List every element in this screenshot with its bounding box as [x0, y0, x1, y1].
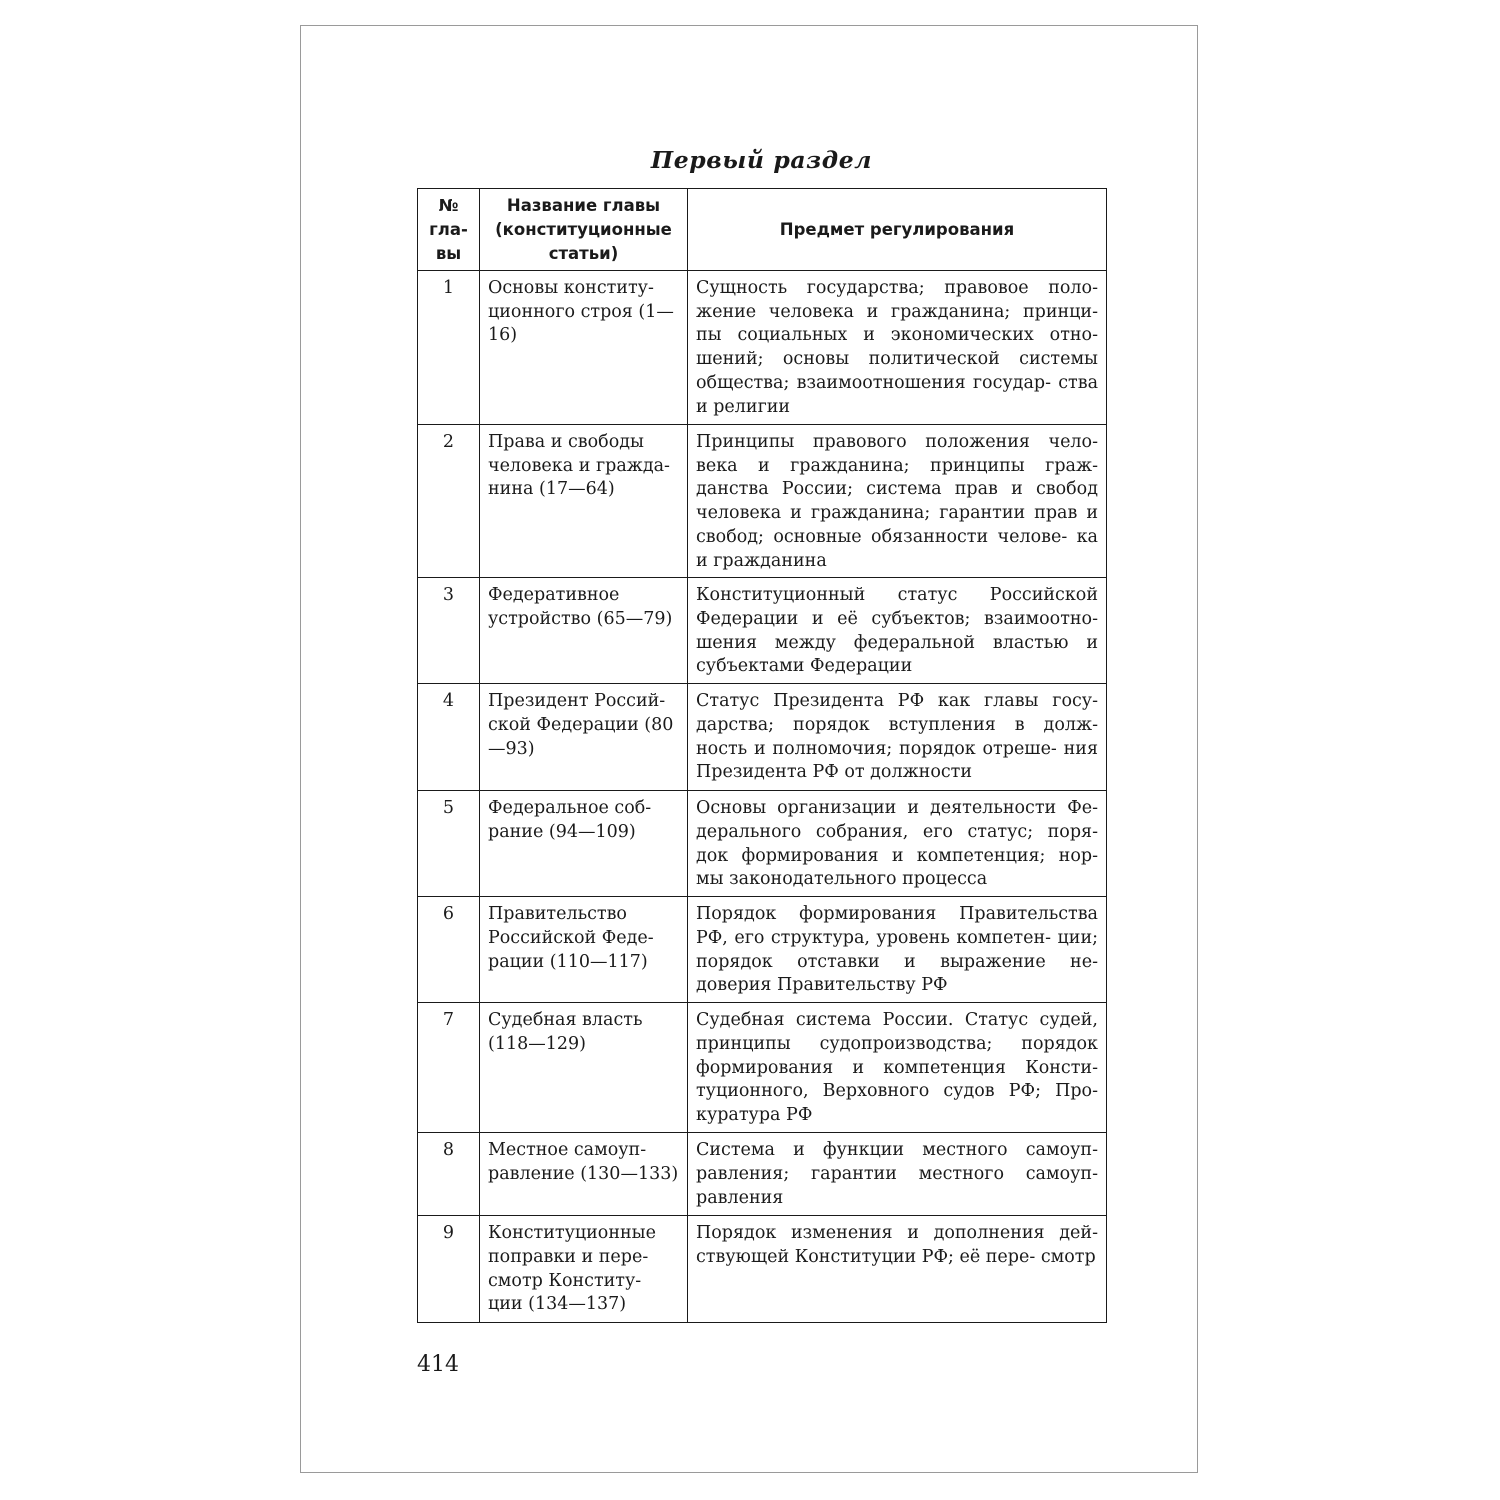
chapter-name: Судебная власть (118—129): [480, 1003, 688, 1133]
header-row: [418, 189, 1107, 271]
table-row: [418, 684, 1107, 791]
table-row: [418, 271, 1107, 425]
chapter-subject: Принципы правового положения чело- века и гражданина; принципы граж- данства России; система прав и свобод человека и гражданина; гарантии прав и свобод; основные обязанности челове- ка и гражданина: [688, 425, 1107, 578]
chapter-subject: Порядок изменения и дополнения дей- ствующей Конституции РФ; её пере- смотр: [688, 1216, 1107, 1323]
section-title: Первый раздел: [650, 146, 873, 174]
chapter-subject: Основы организации и деятельности Фе- дерального собрания, его статус; поря- док формирования и компетенция; нор- мы законодательного процесса: [688, 791, 1107, 897]
chapter-subject: Судебная система России. Статус судей, принципы судопроизводства; порядок формирования и компетенция Консти- туционного, Верховного судов РФ; Про- куратура РФ: [688, 1003, 1107, 1133]
chapter-number: 4: [418, 684, 480, 791]
header-chapter-name: Название главы (конституционные статьи): [480, 189, 688, 271]
chapter-number: 6: [418, 897, 480, 1003]
table-row: [418, 425, 1107, 578]
chapter-number: 9: [418, 1216, 480, 1323]
chapter-subject: Конституционный статус Российской Федерации и её субъектов; взаимоотно- шения между федеральной властью и субъектами Федерации: [688, 578, 1107, 684]
chapter-name: Правительство Российской Феде- рации (110—117): [480, 897, 688, 1003]
chapter-name: Федеративное устройство (65—79): [480, 578, 688, 684]
chapter-name: Права и свободы человека и гражда- нина (17—64): [480, 425, 688, 578]
chapter-number: 8: [418, 1133, 480, 1216]
header-chapter-number: № гла- вы: [418, 189, 480, 271]
table-row: [418, 1003, 1107, 1133]
chapter-subject: Система и функции местного самоуп- равления; гарантии местного самоуп- равления: [688, 1133, 1107, 1216]
chapter-number: 3: [418, 578, 480, 684]
chapters-table: [417, 188, 1107, 1323]
header-subject: Предмет регулирования: [688, 189, 1107, 271]
chapter-subject: Порядок формирования Правительства РФ, его структура, уровень компетен- ции; порядок отставки и выражение не- доверия Правительству РФ: [688, 897, 1107, 1003]
chapter-name: Местное самоуп- равление (130—133): [480, 1133, 688, 1216]
page-number: 414: [417, 1352, 459, 1377]
table-row: [418, 1133, 1107, 1216]
chapter-number: 7: [418, 1003, 480, 1133]
chapter-number: 2: [418, 425, 480, 578]
chapter-number: 5: [418, 791, 480, 897]
chapter-subject: Сущность государства; правовое поло- жение человека и гражданина; принци- пы социальных и экономических отно- шений; основы политической системы общества; взаимоотношения государ- ства и религии: [688, 271, 1107, 425]
chapter-number: 1: [418, 271, 480, 425]
chapter-name: Президент Россий- ской Федерации (80—93): [480, 684, 688, 791]
chapter-name: Конституционные поправки и пере- смотр Конститу- ции (134—137): [480, 1216, 688, 1323]
table-row: [418, 1216, 1107, 1323]
chapter-subject: Статус Президента РФ как главы госу- дарства; порядок вступления в долж- ность и полномочия; порядок отреше- ния Президента РФ от должности: [688, 684, 1107, 791]
chapter-name: Федеральное соб- рание (94—109): [480, 791, 688, 897]
table-row: [418, 791, 1107, 897]
table-row: [418, 897, 1107, 1003]
table-row: [418, 578, 1107, 684]
chapter-name: Основы конститу- ционного строя (1—16): [480, 271, 688, 425]
